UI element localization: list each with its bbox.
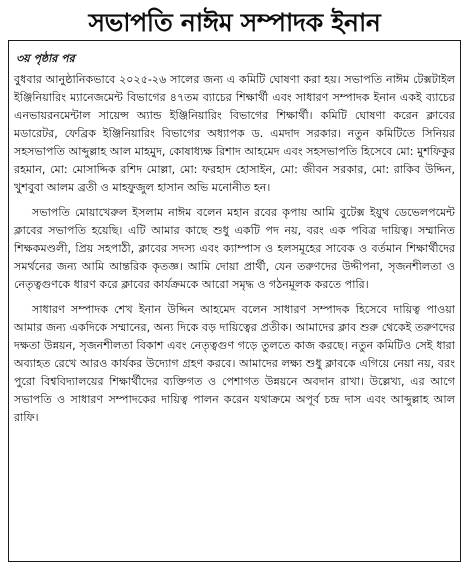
- paragraph-committee-announcement: বুধবার আনুষ্ঠানিকভাবে ২০২৫-২৬ সালের জন্য এ কমিটি ঘোষণা করা হয়। সভাপতি নাঈম টেক্সটাইল ইঞ্জিনিয়ারিং ম্যানেজমেন্ট বিভাগের ৪৭তম ব্যাচের শিক্ষার্থী এবং সাধারণ সম্পাদক ইনান একই ব্যাচের এনভায়রনমেন্টাল সায়েন্স অ্যান্ড ইঞ্জিনিয়ারিং বিভাগের শিক্ষার্থী। কমিটি ঘোষণা করেন ক্লাবের মডারেটর, ফেব্রিক ইঞ্জিনিয়ারিং বিভাগের অধ্যাপক ড. এমদাদ সরকার। নতুন কমিটিতে সিনিয়র সহসভাপতি আব্দুল্লাহ আল মাহমুদ, কোষাধ্যক্ষ রিশাদ আহমেদ এবং সহসভাপতি হিসেবে মো: মুশফিকুর রহমান, মো: মোসাদ্দিক রশিদ মোল্লা, মো: ফরহাদ হোসাইন, মো: জীবন সরকার, মো: রাকিব উদ্দিন, খুশবুবা আলম ব্রতী ও মাহফুজুল হাসান অভি মনোনীত হন।: [14, 73, 455, 194]
- article-box: [8, 40, 461, 562]
- paragraph-secretary-statement: সাধারণ সম্পাদক শেখ ইনান উদ্দিন আহমেদ বলেন সাধারণ সম্পাদক হিসেবে দায়িত্ব পাওয়া আমার জন্য একদিকে সম্মানের, অন্য দিকে বড় দায়িত্বের প্রতীক। আমাদের ক্লাব শুরু থেকেই তরুণদের দক্ষতা উন্নয়ন, সৃজনশীলতা বিকাশ এবং নেতৃত্বগুণ গড়ে তুলতে কাজ করছে। নতুন কমিটিও সেই ধারা অব্যাহত রেখে আরও কার্যকর উদ্যোগ গ্রহণ করবে। আমাদের লক্ষ্য শুধু ক্লাবকে এগিয়ে নেয়া নয়, বরং পুরো বিশ্ববিদ্যালয়ের শিক্ষার্থীদের ব্যক্তিগত ও পেশাগত উন্নয়নে অবদান রাখা। উল্লেখ্য, এর আগে সভাপতি ও সাধারণ সম্পাদকের দায়িত্ব পালন করেন যথাক্রমে অপূর্ব চন্দ্র দাস এবং আব্দুল্লাহ আল রাফি।: [14, 303, 455, 424]
- continued-from-label: ৩য় পৃষ্ঠার পর: [16, 52, 75, 65]
- paragraph-president-statement: সভাপতি মোয়াখেরুল ইসলাম নাঈম বলেন মহান রবের কৃপায় আমি বুটেক্স ইয়ুথ ডেভেলপমেন্ট ক্লাবের সভাপতি হয়েছি। এটি আমার কাছে শুধু একটি পদ নয়, বরং এক পবিত্র দায়িত্ব। সম্মানিত শিক্ষকমণ্ডলী, প্রিয় সহপাঠী, ক্লাবের সদস্য এবং ক্যাম্পাস ও হলসমূহের সাবেক ও বর্তমান শিক্ষার্থীদের সমর্থনের জন্য আমি আন্তরিক কৃতজ্ঞ। আমি দোয়া প্রার্থী, যেন তরুণদের উদ্দীপনা, সৃজনশীলতা ও নেতৃত্বগুণকে ধারণ করে ক্লাবের কার্যক্রমকে আরো সমৃদ্ধ ও গঠনমূলক করতে পারি।: [14, 206, 455, 291]
- headline: সভাপতি নাঈম সম্পাদক ইনান: [88, 8, 381, 37]
